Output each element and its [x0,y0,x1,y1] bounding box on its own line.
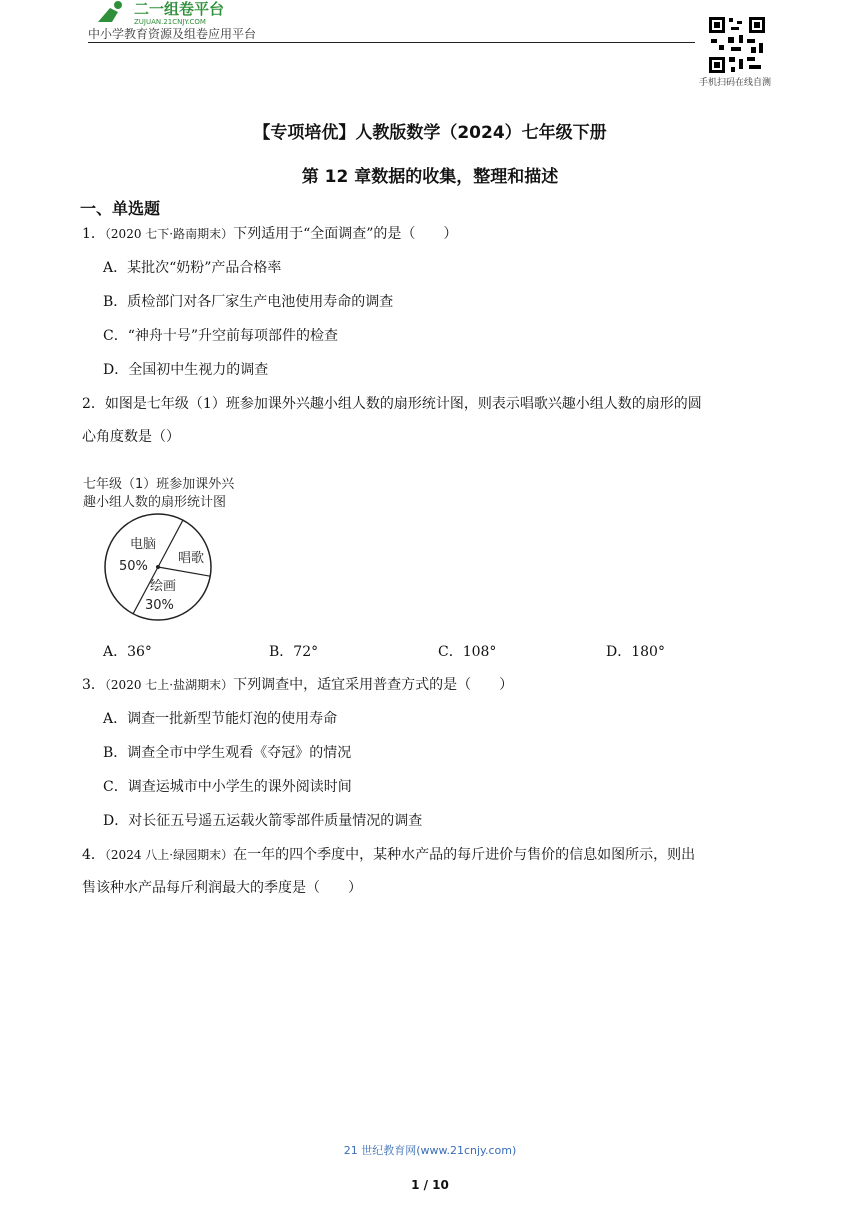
q3-option-a: A．调查一批新型节能灯泡的使用寿命 [103,711,338,727]
pie-chart [100,512,230,624]
q3-option-d: D．对长征五号遥五运载火箭零部件质量情况的调查 [103,813,423,829]
pie-pct-drawing: 30% [145,598,174,613]
pie-title-line2: 趣小组人数的扇形统计图 [83,495,227,510]
question-1 [82,225,457,243]
q3-option-b: B．调查全市中学生观看《夺冠》的情况 [103,745,352,761]
pie-label-drawing: 绘画 [150,579,177,594]
pie-label-singing: 唱歌 [178,551,205,566]
header-divider [88,42,695,43]
runner-icon [98,8,118,22]
q2-option-d: D．180° [606,644,665,660]
question-source: （2020 七上·盐湖期末） [104,678,234,692]
question-text: 在一年的四个季度中，某种水产品的每斤进价与售价的信息如图所示，则出 [233,847,696,863]
header-subtitle: 中小学教育资源及组卷应用平台 [88,27,257,41]
question-2-line2: 心角度数是（） [82,429,180,445]
pie-label-computer: 电脑 [130,537,157,552]
question-4 [82,846,695,864]
q1-option-a: A．某批次“奶粉”产品合格率 [103,260,282,276]
question-3 [82,676,513,694]
question-source: （2024 八上·绿园期末） [104,848,234,862]
question-4-line2: 售该种水产品每斤利润最大的季度是（ ） [82,880,362,896]
site-logo [88,0,278,26]
section-heading: 一、单选题 [80,199,161,218]
question-2-line1: 2．如图是七年级（1）班参加课外兴趣小组人数的扇形统计图，则表示唱歌兴趣小组人数的扇形的圆 [82,396,702,412]
pie-title-line1: 七年级（1）班参加课外兴 [83,477,235,492]
question-number: 3． [82,677,105,693]
question-source: （2020 七下·路南期末） [104,227,234,241]
doc-title: 【专项培优】人教版数学（2024）七年级下册 [253,123,607,143]
question-text: 下列适用于“全面调查”的是（ ） [233,226,458,242]
q1-option-b: B．质检部门对各厂家生产电池使用寿命的调查 [103,294,394,310]
qr-code-icon[interactable] [707,15,767,75]
page-number: 1 / 10 [411,1178,449,1192]
question-text: 下列调查中，适宜采用普查方式的是（ ） [233,677,514,693]
doc-subtitle: 第 12 章数据的收集，整理和描述 [301,167,559,187]
qr-label: 手机扫码在线自测 [699,78,772,88]
question-number: 4． [82,847,105,863]
q1-option-c: C．“神舟十号”升空前每项部件的检查 [103,328,339,344]
question-number: 1． [82,226,105,242]
svg-text:二一组卷平台: 二一组卷平台 [134,0,225,18]
pie-slice-boundary-drawing [158,567,210,576]
q2-option-a: A．36° [103,644,152,660]
q1-option-d: D．全国初中生视力的调查 [103,362,269,378]
svg-text:ZUJUAN.21CNJY.COM: ZUJUAN.21CNJY.COM [134,18,206,26]
footer-link[interactable]: 21 世纪教育网(www.21cnjy.com) [343,1144,517,1157]
q2-option-b: B．72° [269,644,319,660]
q3-option-c: C．调查运城市中小学生的课外阅读时间 [103,779,352,795]
pie-center [156,565,160,569]
pie-pct-computer: 50% [119,559,148,574]
q2-option-c: C．108° [438,644,497,660]
